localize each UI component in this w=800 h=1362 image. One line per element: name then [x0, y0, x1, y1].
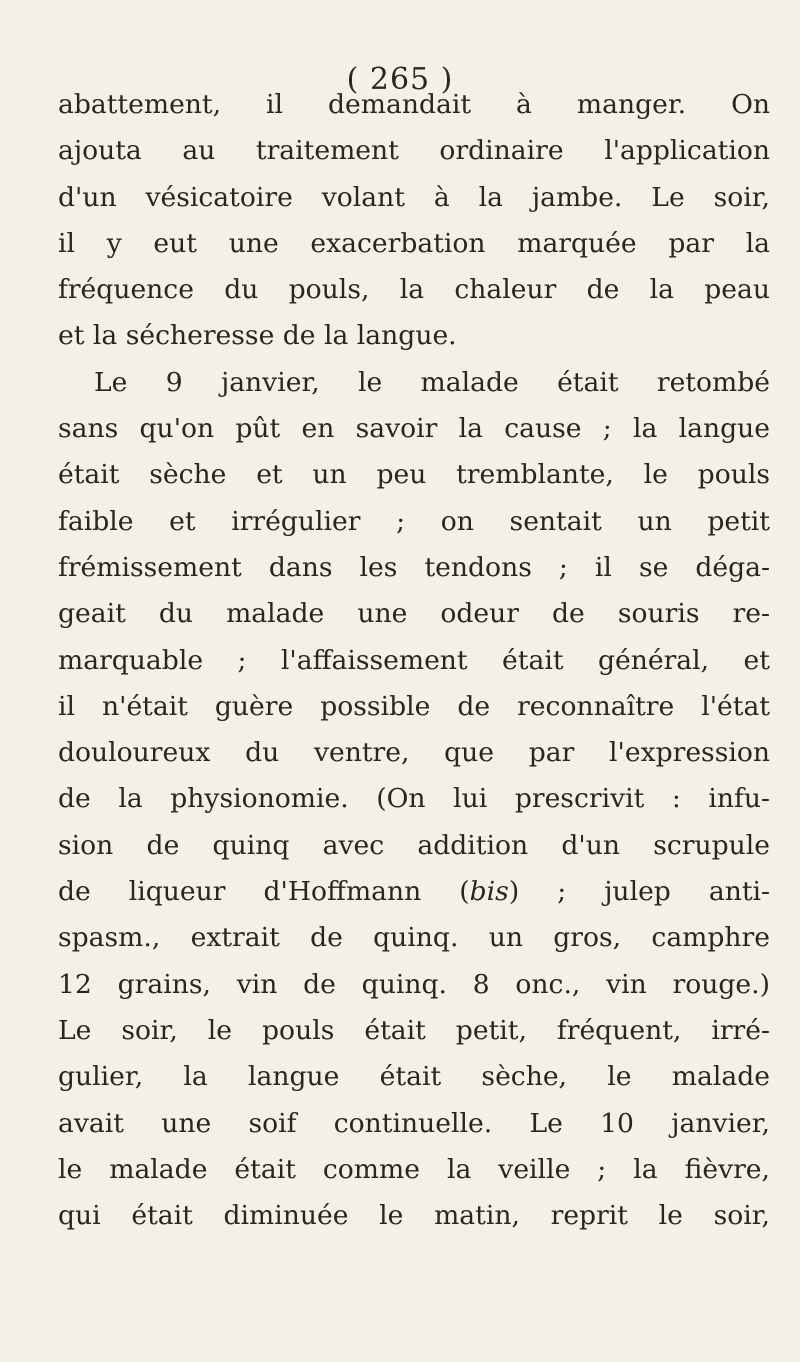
text-line: il n'était guère possible de reconnaître l'état: [58, 690, 770, 722]
text-line-with-italic: [58, 869, 770, 915]
text-line: fréquence du pouls, la chaleur de la peau: [58, 274, 770, 306]
text-line: ajouta au traitement ordinaire l'application: [58, 135, 770, 167]
text-line: abattement, il demandait à manger. On: [58, 89, 770, 120]
text-line: de la physionomie. (On lui prescrivit : infu-: [58, 783, 770, 815]
text-line: geait du malade une odeur de souris re-: [58, 598, 770, 630]
text-line: sans qu'on pût en savoir la cause ; la langue: [58, 413, 770, 445]
text-segment: de liqueur d'Hoffmann (: [58, 876, 470, 908]
italic-bis: bis: [469, 876, 509, 908]
text-line: spasm., extrait de quinq. un gros, camphre: [58, 922, 770, 954]
text-line: avait une soif continuelle. Le 10 janvier,: [58, 1107, 770, 1139]
text-line: était sèche et un peu tremblante, le pouls: [58, 459, 770, 491]
text-line: douloureux du ventre, que par l'expression: [58, 737, 770, 769]
text-line: marquable ; l'affaissement était général, et: [58, 644, 770, 676]
text-line: gulier, la langue était sèche, le malade: [58, 1061, 770, 1093]
text-segment: ) ; julep anti-: [508, 876, 770, 908]
text-line: 12 grains, vin de quinq. 8 onc., vin rouge.): [58, 968, 770, 1000]
page-number: ( 265 ): [346, 62, 454, 97]
text-line: qui était diminuée le matin, reprit le soir,: [58, 1200, 770, 1232]
text-line: le malade était comme la veille ; la fièvre,: [58, 1153, 770, 1185]
text-line: et la sécheresse de la langue.: [58, 320, 457, 352]
body-text: [58, 82, 770, 1239]
text-line: frémissement dans les tendons ; il se déga-: [58, 551, 770, 583]
paragraph-start-line: Le 9 janvier, le malade était retombé: [94, 366, 770, 398]
text-line: faible et irrégulier ; on sentait un petit: [58, 505, 770, 537]
text-line: Le soir, le pouls était petit, fréquent, irré-: [58, 1014, 770, 1046]
text-line: sion de quinq avec addition d'un scrupule: [58, 829, 770, 861]
text-line: d'un vésicatoire volant à la jambe. Le soir,: [58, 181, 770, 213]
text-line: il y eut une exacerbation marquée par la: [58, 227, 770, 259]
